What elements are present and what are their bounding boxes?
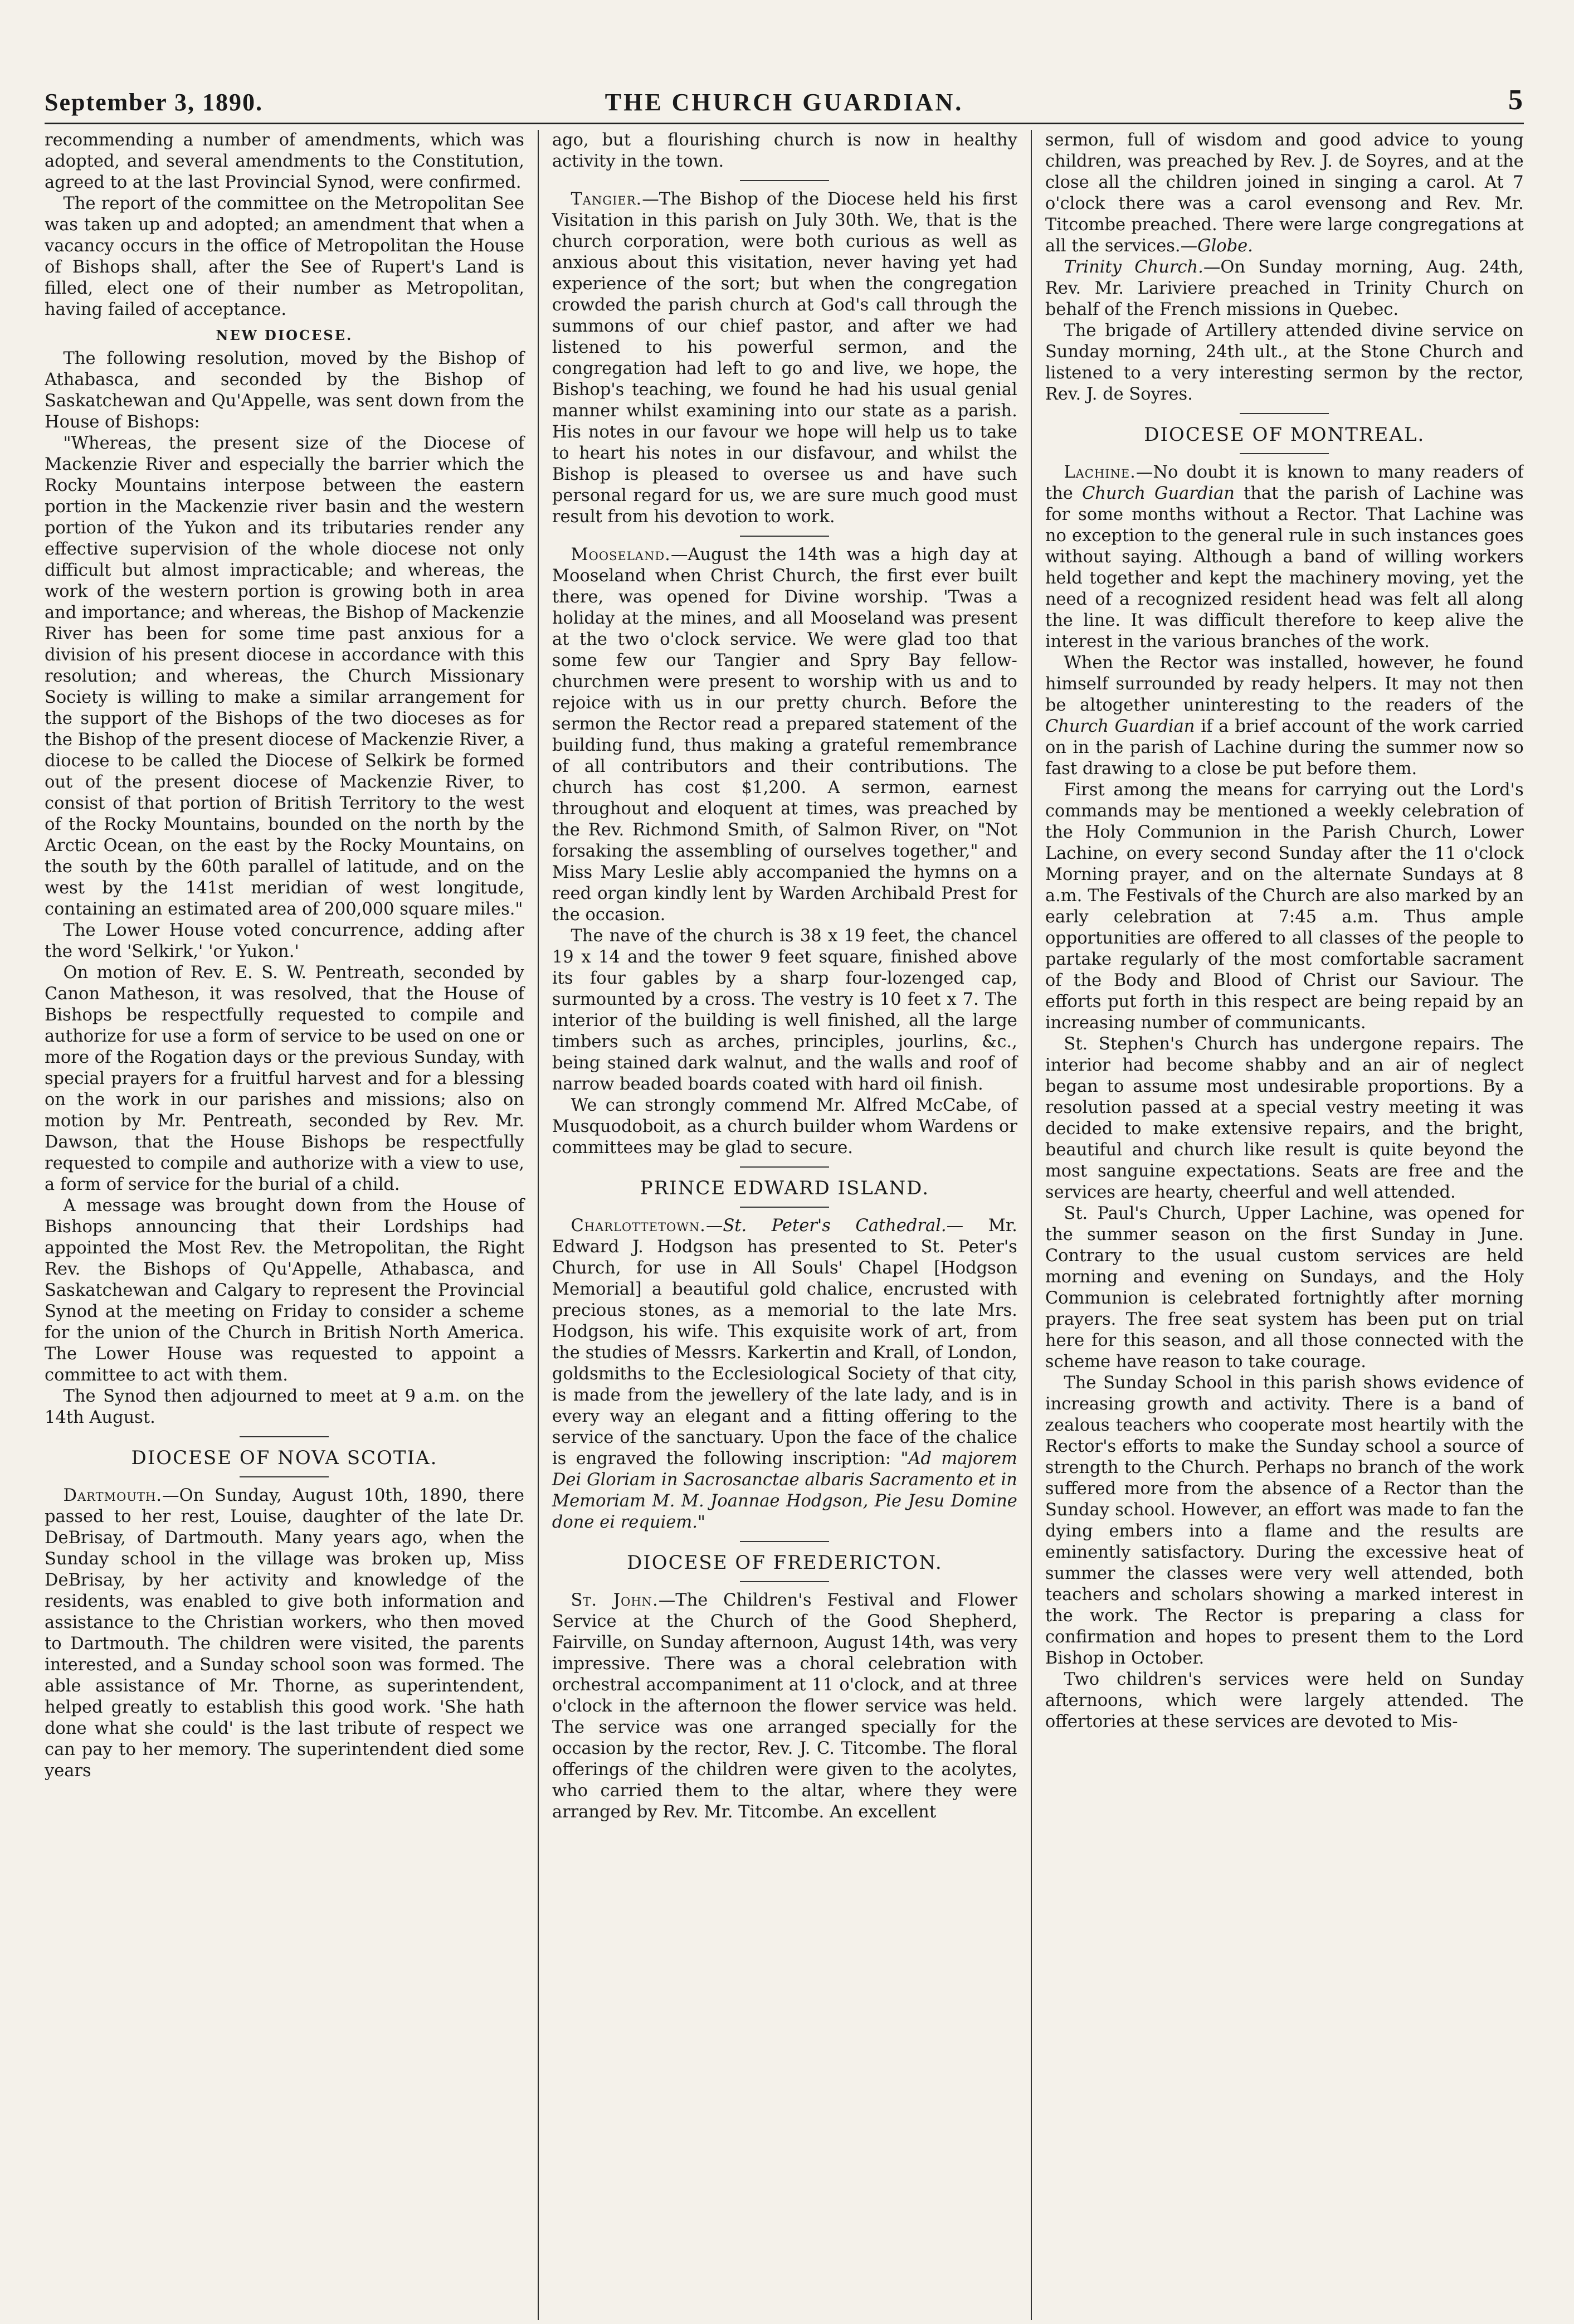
- paragraph: [1045, 653, 1524, 780]
- divider-rule: [740, 1581, 829, 1582]
- section-heading-pei: PRINCE EDWARD ISLAND.: [640, 1177, 930, 1199]
- paragraph-text: if a brief account of the work carried on in the parish of Lachine during the summer now so fast drawing to a close be put before them.: [1045, 717, 1524, 779]
- paragraph: The brigade of Artillery attended divine service on Sunday morning, 24th ult., at the Stone Church and listened to a very interesting sermon by the rector, Rev. J. de Soyres.: [1045, 321, 1524, 404]
- paragraph: "Whereas, the present size of the Diocese of Mackenzie River and especially the barrier which the Rocky Mountains interpose between the eastern portion in the Mackenzie river basin and the western portion of the Yukon and its tributaries render any effective supervision of the whole diocese not only difficult but almost impracticable; and whereas, the work of the western portion is growing both in area and importance; and whereas, the Bishop of Mackenzie River has been for some time past anxious for a division of his present diocese in accordance with this resolution; and whereas, the Church Missionary Society is willing to make a similar arrangement for the support of the Bishops of the two dioceses as for the Bishop of the present diocese of Mackenzie River, a diocese to be called the Diocese of Selkirk be formed out of the present diocese of Mackenzie River, to consist of that portion of British Territory to the west of the Rocky Mountains, bounded on the north by the Arctic Ocean, on the east by the Rocky Mountains, on the south by the 60th parallel of latitude, and on the west by the 141st meridian of west longitude, containing an estimated area of 200,000 square miles.": [45, 434, 524, 919]
- paragraph: The Lower House voted concurrence, adding after the word 'Selkirk,' 'or Yukon.': [45, 921, 524, 961]
- divider-rule: [740, 180, 829, 181]
- paragraph-text: —No doubt it is known to many readers of the: [1045, 463, 1524, 503]
- paragraph: [552, 1590, 1017, 1823]
- place-lead: Lachine.: [1064, 463, 1136, 482]
- column-2: [538, 130, 1031, 2320]
- source-credit: —Globe.: [1180, 236, 1253, 256]
- paragraph: A message was brought down from the House of Bishops announcing that their Lordships had appointed the Most Rev. the Metropolitan, the Right Rev. the Bishops of Qu'Appelle, Athabasca, and Saskatchewan and Calgary to represent the Provincial Synod at the meeting on Friday to consider a scheme for the union of the Church in British North America. The Lower House was requested to appoint a committee to act with them.: [45, 1196, 524, 1385]
- issue-date: September 3, 1890.: [45, 89, 264, 116]
- paragraph: On motion of Rev. E. S. W. Pentreath, seconded by Canon Matheson, it was resolved, that the House of Bishops be respectfully requested to compile and authorize for use a form of service to be used on one or more of the Rogation days or the previous Sunday, with special prayers for a fruitful harvest and for a blessing on the work in our parishes and missions; also on motion by Mr. Pentreath, seconded by Rev. Mr. Dawson, that the House Bishops be respectfully requested to compile and authorize with a view to use, a form of service for the burial of a child.: [45, 963, 524, 1194]
- masthead: [45, 84, 1524, 124]
- paragraph: The Synod then adjourned to meet at 9 a.m. on the 14th August.: [45, 1387, 524, 1427]
- paragraph-text: that the parish of Lachine was for some months without a Rector. That Lachine was no exception to the general rule in such instances goes without saying. Although a band of willing workers held together and kept the machinery moving, yet the need of a recognized resident head was felt all along the line. It was difficult therefore to keep alive the interest in the various branches of the work.: [1045, 484, 1524, 652]
- divider-rule: [240, 1476, 329, 1477]
- place-lead: Tangier.: [571, 189, 642, 209]
- paragraph: The following resolution, moved by the Bishop of Athabasca, and seconded by the Bishop of Saskatchewan and Qu'Appelle, was sent down from the House of Bishops:: [45, 349, 524, 432]
- paragraph: recommending a number of amendments, which was adopted, and several amendments to the Constitution, agreed to at the last Provincial Synod, were confirmed.: [45, 130, 524, 192]
- paragraph: Two children's services were held on Sunday afternoons, which were largely attended. The offertories at these services are devoted to Mis-: [1045, 1670, 1524, 1732]
- paragraph-text: sermon, full of wisdom and good advice to young children, was preached by Rev. J. de Soyres, and at the close all the children joined in singing a carol. At 7 o'clock there was a carol evensong and Rev. Mr. Titcombe preached. There were large congregations at all the services.: [1045, 130, 1524, 256]
- divider-rule: [740, 536, 829, 537]
- paragraph: [1045, 462, 1524, 653]
- paragraph: St. Paul's Church, Upper Lachine, was opened for the summer season on the first Sunday in June. Contrary to the usual custom services are held morning and evening on Sundays, and the Holy Communion is celebrated fortnightly after morning prayers. The free seat system has been put on trial here for this season, and all those connected with the scheme have reason to take courage.: [1045, 1204, 1524, 1372]
- column-3: [1031, 130, 1524, 2320]
- newspaper-title: THE CHURCH GUARDIAN.: [605, 89, 964, 116]
- place-lead: Dartmouth.: [63, 1486, 163, 1505]
- paragraph-text: —On Sunday morning, Aug. 24th, Rev. Mr. Lariviere preached in Trinity Church on behalf of the French missions in Quebec.: [1045, 257, 1524, 319]
- section-heading-montreal: DIOCESE OF MONTREAL.: [1144, 424, 1425, 446]
- paragraph: We can strongly commend Mr. Alfred McCabe, of Musquodoboit, as a church builder whom Wardens or committees may be glad to secure.: [552, 1096, 1017, 1158]
- paragraph: [45, 1485, 524, 1782]
- section-heading-fredericton: DIOCESE OF FREDERICTON.: [627, 1552, 943, 1574]
- paragraph: St. Stephen's Church has undergone repairs. The interior had become shabby and an air of neglect began to assume most undesirable proportions. By a resolution passed at a special vestry meeting it was decided to make extensive repairs, and the bright, beautiful and church like result is quite beyond the most sanguine expectations. Seats are free and the services are hearty, cheerful and well attended.: [1045, 1034, 1524, 1202]
- divider-rule: [240, 1436, 329, 1437]
- divider-rule: [740, 1541, 829, 1542]
- paragraph: [552, 544, 1017, 926]
- cathedral-name: —St. Peter's Cathedral.—: [705, 1216, 964, 1236]
- column-1: [45, 130, 538, 2320]
- paragraph: ago, but a flourishing church is now in healthy activity in the town.: [552, 130, 1017, 171]
- paragraph: The Sunday School in this parish shows evidence of increasing growth and activity. There is a band of zealous teachers who cooperate most heartily with the Rector's efforts to make the Sunday school a source of strength to the Church. Perhaps no branch of the work suffered more from the absence of a Rector than the Sunday school. However, an effort was made to fan the dying embers into a flame and the results are eminently satisfactory. During the excessive heat of summer the classes were very well attended, both teachers and scholars showing a marked interest in the work. The Rector is preparing a class for confirmation and hopes to present them to the Lord Bishop in October.: [1045, 1373, 1524, 1668]
- page-number: 5: [1508, 84, 1524, 116]
- paragraph-text: —August the 14th was a high day at Mooseland when Christ Church, the first ever built there, was opened for Divine worship. 'Twas a holiday at the mines, and all Mooseland was present at the two o'clock service. We were glad too that some few our Tangier and Spry Bay fellow-churchmen were present to worship with us and to rejoice with us in our pretty church. Before the sermon the Rector read a prepared statement of the building fund, thus making a grateful remembrance of all contributors and their contributions. The church has cost $1,200. A sermon, earnest throughout and eloquent at times, was preached by the Rev. Richmond Smith, of Salmon River, on "Not forsaking the assembling of ourselves together," and Miss Mary Leslie ably accompanied the hymns on a reed organ kindly lent by Warden Archibald Prest for the occasion.: [552, 545, 1017, 925]
- paragraph-text: Mr. Edward J. Hodgson has presented to St. Peter's Church, for use in All Souls' Chapel [Hodgson Memorial] a beautiful gold chalice, encrusted with precious stones, as a memorial to the late Mrs. Hodgson, his wife. This exquisite work of art, from the studies of Messrs. Karkertin and Krall, of London, goldsmiths to the Ecclesiological Society of that city, is made from the jewellery of the late lady, and is in every way an elegant and a fitting offering to the service of the sanctuary. Upon the face of the chalice is engraved the following inscription:: [552, 1216, 1017, 1469]
- divider-rule: [1240, 453, 1329, 454]
- paper-name: Church Guardian: [1045, 717, 1195, 736]
- paragraph: [1045, 130, 1524, 257]
- paragraph: [1045, 257, 1524, 320]
- place-lead: Mooseland.: [571, 545, 671, 565]
- paragraph-text: When the Rector was installed, however, he found himself surrounded by ready helpers. It may not then be altogether uninteresting to the readers of the: [1045, 653, 1524, 715]
- place-lead: Charlottetown.: [571, 1216, 706, 1236]
- paragraph: First among the means for carrying out the Lord's commands may be mentioned a weekly celebration of the Holy Communion in the Parish Church, Lower Lachine, on every second Sunday after the 11 o'clock Morning prayer, and on the alternate Sundays at 8 a.m. The Festivals of the Church are also marked by an early celebration at 7:45 a.m. Thus ample opportunities are offered to all classes of the people to partake regularly of the most comfortable sacrament of the Body and Blood of Christ our Saviour. The efforts put forth in this respect are being repaid by an increasing number of communicants.: [1045, 780, 1524, 1033]
- paragraph-text: —The Bishop of the Diocese held his first Visitation in this parish on July 30th. We, that is the church corporation, were both curious as well as anxious about this visitation, never having yet had experience of the sort; but when the congregation crowded the parish church at God's call through the summons of our chief pastor, and after we had listened to his powerful sermon, and the congregation had left to go and live, we hope, the Bishop's teaching, we found he had his usual genial manner whilst examining into our state as a parish. His notes in our favour we hope will help us to take to heart his notes in our disfavour, and whilst the Bishop is pleased to oversee us and have such personal regard for us, we are sure much good must result from his devotion to work.: [552, 189, 1017, 527]
- paragraph: The nave of the church is 38 x 19 feet, the chancel 19 x 14 and the tower 9 feet square, finished above its four gables by a sharp four-lozenged cap, surmounted by a cross. The vestry is 10 feet x 7. The interior of the building is well finished, all the large timbers such as arches, principles, jourlins, &c., being stained dark walnut, and the walls and roof of narrow beaded boards coated with hard oil finish.: [552, 926, 1017, 1094]
- divider-rule: [740, 1207, 829, 1208]
- place-lead: Trinity Church.: [1064, 257, 1203, 277]
- paragraph-text: —On Sunday, August 10th, 1890, there passed to her rest, Louise, daughter of the late Dr. DeBrisay, of Dartmouth. Many years ago, when the Sunday school in the village was broken up, Miss DeBrisay, by her activity and knowledge of the residents, was enabled to give both information and assistance to the Christian workers, who then moved to Dartmouth. The children were visited, the parents interested, and a Sunday school soon was formed. The able assistance of Mr. Thorne, as superintendent, helped greatly to establish this good work. 'She hath done what she could' is the last tribute of respect we can pay to her memory. The superintendent died some years: [45, 1486, 524, 1781]
- paragraph-text: —The Children's Festival and Flower Service at the Church of the Good Shepherd, Fairville, on Sunday afternoon, August 14th, was very impressive. There was a choral celebration with orchestral accompaniment at 11 o'clock, and at three o'clock in the afternoon the flower service was held. The service was one arranged specially for the occasion by the rector, Rev. J. C. Titcombe. The floral offerings of the children were given to the acolytes, who carried them to the altar, where they were arranged by Rev. Mr. Titcombe. An excellent: [552, 1591, 1017, 1822]
- paragraph: The report of the committee on the Metropolitan See was taken up and adopted; an amendment that when a vacancy occurs in the office of Metropolitan the House of Bishops shall, after the See of Rupert's Land is filled, elect one of their number as Metropolitan, having failed of acceptance.: [45, 194, 524, 319]
- divider-rule: [1240, 413, 1329, 414]
- paragraph: [552, 189, 1017, 528]
- section-heading-nova-scotia: DIOCESE OF NOVA SCOTIA.: [131, 1447, 438, 1469]
- paper-name: Church Guardian: [1081, 484, 1235, 503]
- divider-rule: [740, 1166, 829, 1168]
- inscription: "Ad majorem Dei Gloriam in Sacrosanctae albaris Sacramento et in Memoriam M. M. Joannae Hodgson, Pie Jesu Domine done ei requiem.": [552, 1449, 1017, 1532]
- subheading-new-diocese: NEW DIOCESE.: [216, 327, 353, 343]
- paragraph: [552, 1216, 1017, 1533]
- place-lead: St. John.: [571, 1591, 659, 1610]
- article-columns: [45, 130, 1524, 2320]
